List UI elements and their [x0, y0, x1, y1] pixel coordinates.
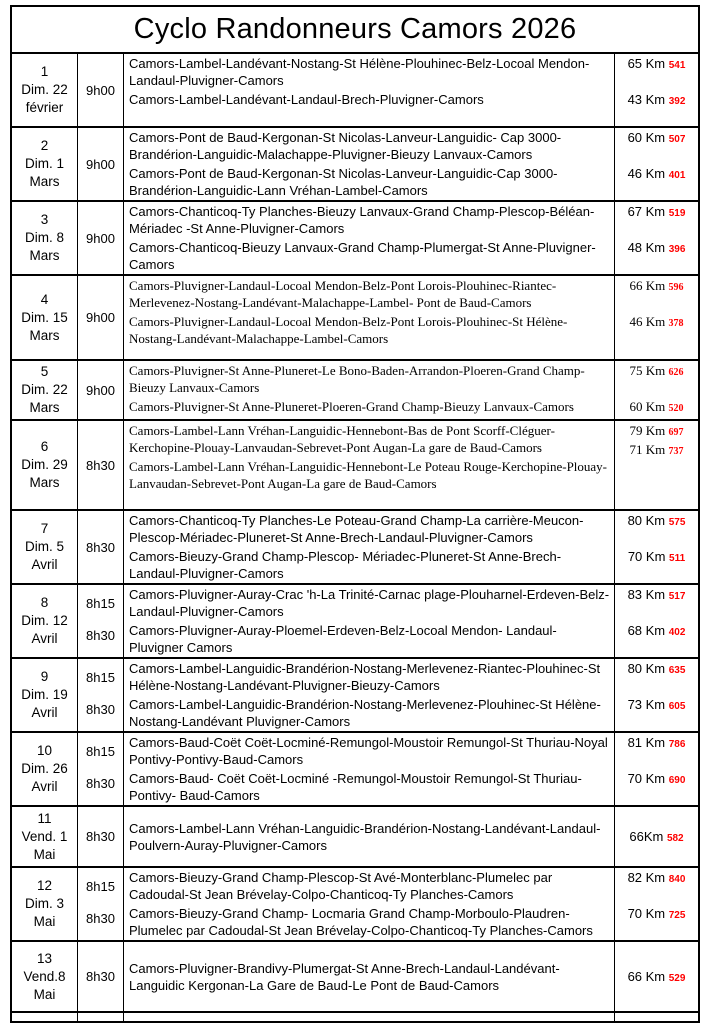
distance-km: 66 Km	[627, 968, 669, 984]
row-number: 8	[40, 595, 49, 610]
distance-value	[628, 587, 686, 602]
route-text: Camors-Pluvigner-Auray-Crac 'h-La Trinité-Carnac plage-Plouharnel-Erdeven-Belz-Landaul-Pluvigner-Camors	[129, 587, 610, 619]
distance-value	[628, 92, 686, 107]
distance-cell	[615, 361, 698, 397]
date-cell	[12, 868, 78, 940]
distance-cell	[615, 659, 698, 695]
distance-ref: 511	[669, 553, 686, 564]
row-number: 6	[40, 439, 49, 454]
date-cell	[12, 942, 78, 1011]
distance-cell	[615, 621, 698, 657]
distance-value	[628, 623, 686, 638]
route-text: Camors-Pont de Baud-Kergonan-St Nicolas-Lanveur-Languidic- Cap 3000-Brandérion-Languidic-Malachappe-Pluvigner-Bieuzy Lanvaux-Camors	[129, 130, 562, 162]
route-description	[124, 128, 615, 164]
start-time-1: 8h15	[78, 585, 124, 621]
row-day: Dim. 8	[24, 230, 64, 245]
start-time: 8h30	[78, 421, 124, 509]
route-text: Camors-Chanticoq-Bieuzy Lanvaux-Grand Champ-Plumergat-St Anne-Pluvigner-Camors	[129, 240, 596, 272]
date-cell	[12, 276, 78, 359]
distance-ref: 519	[668, 208, 686, 219]
route-text: Camors-Baud- Coët Coët-Locminé -Remungol-Moustoir Remungol-St Thuriau-Pontivy- Baud-Camors	[129, 771, 582, 803]
row-number: 7	[40, 521, 49, 536]
row-day: Dim. 22	[21, 82, 68, 97]
distance-ref: 737	[668, 446, 684, 457]
distance-km: 65 Km	[627, 56, 669, 71]
distance-km: 67 Km	[627, 204, 669, 219]
row-day: Dim. 5	[24, 539, 64, 554]
route-description	[124, 659, 615, 695]
route-description	[124, 807, 615, 866]
distance-cell	[615, 942, 698, 1011]
route-text: Camors-Bieuzy-Grand Champ-Plescop- Mériadec-Pluneret-St Anne-Brech-Landaul-Pluvigner-Camors	[129, 549, 562, 581]
distance-ref: 541	[668, 60, 686, 71]
start-time: 9h00	[78, 202, 124, 274]
distance-km: 43 Km	[627, 92, 669, 107]
schedule-row	[12, 419, 698, 509]
row-day: Dim. 29	[21, 457, 68, 472]
distance-cell	[615, 585, 698, 621]
route-text: Camors-Lambel-Lann Vréhan-Languidic-Brandérion-Nostang-Landévant-Landaul-Poulvern-Auray-Pluvigner-Camors	[129, 820, 601, 853]
start-time: 9h00	[78, 276, 124, 359]
distance-ref: 517	[668, 591, 686, 602]
row-day: Dim. 3	[24, 896, 64, 911]
distance-value	[628, 870, 686, 885]
date-cell	[12, 511, 78, 583]
route-description	[124, 54, 615, 90]
distance-km: 60 Km	[629, 399, 669, 414]
distance-value	[630, 399, 684, 414]
row-month: Mars	[29, 400, 60, 415]
distance-cell	[615, 128, 698, 164]
row-day: Dim. 12	[21, 613, 68, 628]
distance-cell	[615, 440, 698, 509]
distance-ref: 725	[668, 910, 686, 921]
start-time: 9h00	[78, 361, 124, 419]
distance-km: 80 Km	[627, 661, 669, 676]
route-text: Camors-Bieuzy-Grand Champ- Locmaria Grand Champ-Morboulo-Plaudren-Plumelec par Cadoudal-St Jean Brévelay-Colpo-Chanticoq-Ty Planches-Camors	[129, 906, 593, 938]
route-description	[124, 164, 615, 200]
distance-value	[628, 735, 686, 750]
route-description	[124, 312, 615, 359]
distance-km: 46 Km	[629, 314, 669, 329]
schedule-row	[12, 731, 698, 805]
schedule-row	[12, 274, 698, 359]
route-text: Camors-Baud-Coët Coët-Locminé-Remungol-Moustoir Remungol-St Thuriau-Noyal Pontivy-Pontivy-Baud-Camors	[129, 735, 608, 767]
distance-cell	[615, 238, 698, 274]
distance-value	[628, 204, 686, 219]
start-time-1: 8h15	[78, 733, 124, 769]
route-text: Camors-Pluvigner-Brandivy-Plumergat-St Anne-Brech-Landaul-Landévant-Languidic Kergonan-La Gare de Baud-Le Pont de Baud-Camors	[129, 960, 560, 993]
distance-ref: 520	[668, 403, 684, 414]
distance-cell	[615, 695, 698, 731]
row-month: Mai	[33, 986, 56, 1002]
distance-value	[630, 442, 684, 457]
route-text: Camors-Lambel-Lann Vréhan-Languidic-Hennebont-Bas de Pont Scorff-Cléguer- Kerchopine-Plouay-Lanvaudan-Sebrevet-Pont Augan-La gare de Baud-Camors	[129, 423, 555, 455]
row-day: Vend. 1	[21, 828, 68, 844]
distance-cell	[615, 276, 698, 312]
distance-cell	[615, 202, 698, 238]
start-time: 8h30	[78, 942, 124, 1011]
distance-km: 75 Km	[629, 363, 669, 378]
distance-km: 79 Km	[629, 423, 669, 438]
schedule-row	[12, 805, 698, 866]
row-day: Dim. 22	[21, 382, 68, 397]
route-text: Camors-Bieuzy-Grand Champ-Plescop-St Avé-Monterblanc-Plumelec par Cadoudal-St Jean Brévelay-Colpo-Chanticoq-Ty Planches-Camors	[129, 870, 553, 902]
start-time-1: 8h15	[78, 868, 124, 904]
schedule-row	[12, 359, 698, 419]
distance-ref: 392	[668, 96, 686, 107]
route-text: Camors-Pluvigner-Landaul-Locoal Mendon-Belz-Pont Lorois-Plouhinec-St Hélène-Nostang-Landévant-Malachappe-Lambel-Camors	[129, 314, 568, 346]
route-description	[124, 769, 615, 805]
route-description	[124, 276, 615, 312]
partial-cell	[124, 1013, 615, 1021]
date-cell	[12, 585, 78, 657]
schedule-row	[12, 126, 698, 200]
distance-km: 70 Km	[627, 906, 669, 921]
distance-ref: 396	[668, 244, 686, 255]
partial-cell	[12, 1013, 78, 1021]
route-text: Camors-Pont de Baud-Kergonan-St Nicolas-Lanveur-Languidic-Cap 3000-Brandérion-Languidic-Lann Vréhan-Lambel-Camors	[129, 166, 558, 198]
distance-value	[628, 56, 686, 71]
distance-cell	[615, 90, 698, 126]
distance-km: 70 Km	[627, 549, 670, 564]
schedule-row	[12, 657, 698, 731]
distance-cell	[615, 868, 698, 904]
distance-km: 82 Km	[627, 870, 669, 885]
distance-ref: 786	[668, 739, 686, 750]
distance-cell	[615, 164, 698, 200]
row-day: Dim. 15	[21, 309, 68, 325]
distance-ref: 690	[668, 775, 686, 786]
distance-ref: 575	[668, 517, 686, 528]
start-time-1: 8h15	[78, 659, 124, 695]
distance-value	[628, 549, 685, 564]
route-description	[124, 547, 615, 583]
route-text: Camors-Pluvigner-Landaul-Locoal Mendon-Belz-Pont Lorois-Plouhinec-Riantec-Merlevenez-Nostang-Landévant-Malachappe-Lambel- Pont de Baud-Camors	[129, 278, 557, 310]
schedule-row	[12, 509, 698, 583]
start-time-2: 8h30	[78, 769, 124, 805]
schedule-row	[12, 200, 698, 274]
partial-row	[12, 1011, 698, 1021]
start-time-2: 8h30	[78, 904, 124, 940]
distance-value	[628, 906, 686, 921]
distance-value	[630, 363, 684, 378]
row-number: 3	[40, 212, 49, 227]
row-number: 12	[36, 878, 53, 893]
distance-ref: 378	[668, 318, 684, 329]
date-cell	[12, 128, 78, 200]
schedule-row	[12, 940, 698, 1011]
date-cell	[12, 733, 78, 805]
distance-cell	[615, 312, 698, 359]
row-number: 13	[36, 950, 53, 966]
route-description	[124, 733, 615, 769]
distance-km: 68 Km	[627, 623, 669, 638]
row-month: Avril	[31, 631, 58, 646]
distance-value	[628, 661, 686, 676]
distance-cell	[615, 733, 698, 769]
distance-value	[628, 697, 686, 712]
distance-ref: 605	[668, 701, 686, 712]
route-text: Camors-Chanticoq-Ty Planches-Le Poteau-Grand Champ-La carrière-Meucon-Plescop-Mériadec-Pluneret-St Anne-Brech-Landaul-Pluvigner-Camors	[129, 513, 584, 545]
date-cell	[12, 361, 78, 419]
route-text: Camors-Pluvigner-St Anne-Pluneret-Ploeren-Grand Champ-Bieuzy Lanvaux-Camors	[129, 399, 574, 414]
distance-cell	[615, 54, 698, 90]
route-description	[124, 621, 615, 657]
route-description	[124, 457, 615, 509]
distance-cell	[615, 547, 698, 583]
distance-value	[628, 240, 686, 255]
row-month: Avril	[31, 705, 58, 720]
route-text: Camors-Pluvigner-Auray-Ploemel-Erdeven-Belz-Locoal Mendon- Landaul-Pluvigner Camors	[129, 623, 557, 655]
start-time: 9h00	[78, 128, 124, 200]
distance-km: 83 Km	[627, 587, 669, 602]
distance-km: 70 Km	[627, 771, 669, 786]
distance-ref: 402	[668, 627, 686, 638]
schedule-row	[12, 583, 698, 657]
row-day: Dim. 26	[21, 761, 68, 776]
row-month: Mai	[33, 846, 56, 862]
start-time: 9h00	[78, 54, 124, 126]
date-cell	[12, 54, 78, 126]
distance-km: 80 Km	[627, 513, 669, 528]
route-text: Camors-Lambel-Landévant-Landaul-Brech-Pluvigner-Camors	[129, 92, 484, 107]
route-description	[124, 90, 615, 126]
route-text: Camors-Lambel-Landévant-Nostang-St Hélène-Plouhinec-Belz-Locoal Mendon-Landaul-Pluvigner-Camors	[129, 56, 590, 88]
distance-value	[630, 314, 684, 329]
date-cell	[12, 202, 78, 274]
route-description	[124, 511, 615, 547]
row-day: Dim. 19	[21, 687, 68, 702]
distance-value	[630, 423, 684, 438]
route-text: Camors-Lambel-Languidic-Brandérion-Nostang-Merlevenez-Riantec-Plouhinec-St Hélène-Nostang-Landévant-Pluvigner-Bieuzy-Camors	[129, 661, 601, 693]
distance-ref: 635	[668, 665, 686, 676]
distance-value	[628, 513, 686, 528]
distance-cell	[615, 397, 698, 419]
distance-value	[630, 278, 684, 293]
route-text: Camors-Lambel-Lann Vréhan-Languidic-Hennebont-Le Poteau Rouge-Kerchopine-Plouay-Lanvaudan-Sebrevet-Pont Augan-La gare de Baud-Camors	[129, 459, 608, 491]
start-time-2: 8h30	[78, 695, 124, 731]
row-day: Vend.8	[23, 968, 66, 984]
distance-km: 66Km	[629, 828, 667, 844]
route-text: Camors-Pluvigner-St Anne-Pluneret-Le Bono-Baden-Arrandon-Ploeren-Grand Champ-Bieuzy Lanvaux-Camors	[129, 363, 585, 395]
row-month: Mars	[29, 174, 60, 189]
distance-km: 46 Km	[627, 166, 669, 181]
route-description	[124, 238, 615, 274]
route-description	[124, 397, 615, 419]
row-number: 11	[37, 810, 52, 826]
distance-km: 66 Km	[629, 278, 669, 293]
distance-km: 73 Km	[627, 697, 669, 712]
partial-cell	[78, 1013, 124, 1021]
distance-cell	[615, 511, 698, 547]
route-description	[124, 942, 615, 1011]
schedule-row	[12, 52, 698, 126]
distance-ref: 626	[668, 367, 684, 378]
start-time: 8h30	[78, 511, 124, 583]
distance-cell	[615, 769, 698, 805]
schedule-row	[12, 866, 698, 940]
distance-ref: 401	[668, 170, 686, 181]
row-month: Avril	[31, 557, 58, 572]
distance-ref: 840	[668, 874, 686, 885]
route-description	[124, 868, 615, 904]
distance-km: 48 Km	[627, 240, 669, 255]
row-month: Mai	[33, 914, 56, 929]
route-description	[124, 695, 615, 731]
start-time-2: 8h30	[78, 621, 124, 657]
distance-ref: 529	[668, 972, 686, 984]
row-number: 4	[40, 291, 49, 307]
distance-ref: 582	[666, 832, 684, 844]
row-number: 9	[40, 669, 49, 684]
row-month: février	[25, 100, 64, 115]
distance-ref: 596	[668, 282, 684, 293]
distance-value	[628, 130, 686, 145]
row-month: Avril	[31, 779, 58, 794]
distance-cell	[615, 904, 698, 940]
distance-km: 81 Km	[627, 735, 669, 750]
distance-value	[628, 968, 686, 987]
distance-ref: 507	[668, 134, 686, 145]
distance-value	[628, 166, 686, 181]
date-cell	[12, 659, 78, 731]
route-description	[124, 361, 615, 397]
row-number: 5	[40, 364, 49, 379]
route-text: Camors-Chanticoq-Ty Planches-Bieuzy Lanvaux-Grand Champ-Plescop-Béléan-Mériadec -St Anne-Pluvigner-Camors	[129, 204, 595, 236]
route-description	[124, 202, 615, 238]
row-number: 1	[40, 64, 49, 79]
date-cell	[12, 807, 78, 866]
row-month: Mars	[29, 327, 60, 343]
distance-value	[628, 771, 686, 786]
page-title: Cyclo Randonneurs Camors 2026	[133, 13, 577, 45]
row-number: 2	[40, 138, 49, 153]
row-month: Mars	[29, 248, 60, 263]
distance-km: 71 Km	[629, 442, 669, 457]
distance-value	[629, 828, 683, 847]
partial-cell	[615, 1013, 698, 1021]
distance-km: 60 Km	[627, 130, 669, 145]
distance-cell	[615, 807, 698, 866]
route-text: Camors-Lambel-Languidic-Brandérion-Nostang-Merlevenez-Plouhinec-St Hélène-Nostang-Landévant Pluvigner-Camors	[129, 697, 601, 729]
route-description	[124, 904, 615, 940]
distance-ref: 697	[668, 427, 684, 438]
date-cell	[12, 421, 78, 509]
row-day: Dim. 1	[24, 156, 64, 171]
row-month: Mars	[29, 475, 60, 490]
route-description	[124, 585, 615, 621]
start-time: 8h30	[78, 807, 124, 866]
row-number: 10	[36, 743, 53, 758]
route-description	[124, 421, 615, 457]
schedule-table	[10, 5, 700, 1023]
